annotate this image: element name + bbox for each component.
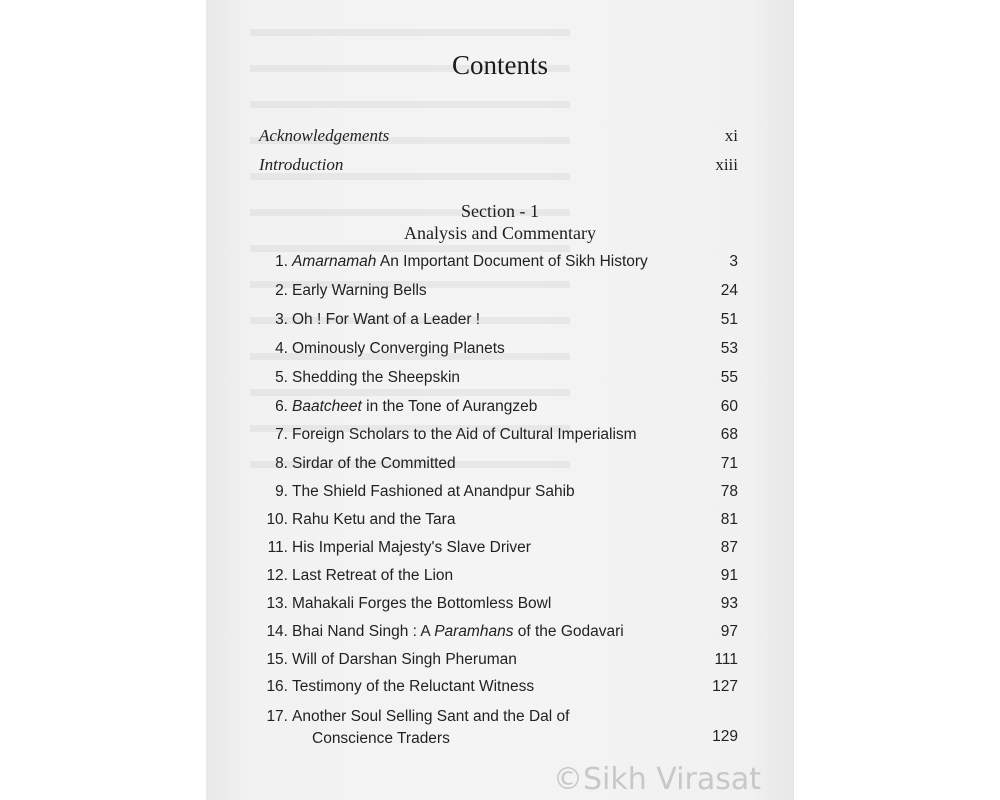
toc-entry-10	[262, 511, 738, 529]
entry-title-text: Ominously Converging Planets	[292, 340, 505, 357]
entry-title	[292, 369, 460, 387]
entry-page: 97	[720, 623, 738, 640]
entry-page: 111	[714, 651, 738, 668]
entry-number: 15.	[266, 651, 288, 668]
entry-page: xi	[724, 126, 738, 145]
entry-title-italic: Amarnamah	[292, 253, 377, 270]
entry-page: 87	[720, 539, 738, 556]
entry-page: xiii	[715, 155, 738, 174]
entry-page: 93	[720, 595, 738, 612]
entry-page: 127	[712, 678, 738, 695]
entry-title-text: An Important Document of Sikh History	[376, 253, 648, 270]
entry-number: 11.	[267, 539, 288, 556]
entry-title	[292, 426, 637, 444]
entry-title-italic: Baatcheet	[292, 398, 362, 415]
entry-number: 16.	[266, 678, 288, 695]
entry-number: 3.	[275, 311, 288, 328]
entry-number: 1.	[275, 253, 288, 270]
toc-entry-1	[262, 253, 738, 271]
toc-entry-8	[262, 455, 738, 473]
entry-label: Acknowledgements	[259, 126, 390, 145]
entry-title	[292, 311, 480, 329]
entry-page: 91	[720, 567, 738, 584]
entry-number: 4.	[275, 340, 288, 357]
entry-page: 81	[720, 511, 738, 528]
toc-entry-4	[262, 340, 738, 358]
entry-title-text: Mahakali Forges the Bottomless Bowl	[292, 595, 552, 612]
entry-title	[292, 623, 624, 641]
entry-number: 6.	[275, 398, 288, 415]
toc-entry-14	[262, 623, 738, 641]
entry-title-text: Rahu Ketu and the Tara	[292, 511, 456, 528]
entry-title-text: Oh ! For Want of a Leader !	[292, 311, 481, 328]
entry-number: 10.	[266, 511, 288, 528]
entry-title	[292, 511, 455, 529]
entry-page: 24	[720, 282, 738, 299]
entry-page: 60	[720, 398, 738, 415]
front-matter-acknowledgements	[259, 126, 738, 146]
section-subheading: Analysis and Commentary	[404, 223, 596, 243]
watermark: ©Sikh Virasat	[553, 762, 761, 797]
entry-number: 5.	[275, 369, 288, 386]
entry-title-text: Last Retreat of the Lion	[292, 567, 454, 584]
entry-page: 129	[712, 728, 738, 745]
entry-number: 8.	[275, 455, 288, 472]
entry-title	[292, 595, 551, 613]
entry-title-line2: Conscience Traders	[312, 730, 450, 747]
entry-title-text: Will of Darshan Singh Pheruman	[292, 651, 517, 668]
entry-title	[292, 455, 456, 473]
entry-number: 13.	[266, 595, 288, 612]
toc-entry-2	[262, 282, 738, 300]
entry-number: 2.	[275, 282, 288, 299]
entry-page: 55	[720, 369, 738, 386]
toc-entry-7	[262, 426, 738, 444]
entry-page: 71	[720, 455, 738, 472]
toc-entry-17	[262, 706, 738, 750]
entry-page: 78	[720, 483, 738, 500]
entry-title	[292, 678, 534, 696]
entry-title-text: Testimony of the Reluctant Witness	[292, 678, 535, 695]
entry-title	[292, 651, 517, 669]
toc-entry-16	[262, 678, 738, 696]
front-matter-introduction	[259, 155, 738, 175]
entry-title-text: of the Godavari	[513, 623, 624, 640]
entry-page: 68	[720, 426, 738, 443]
toc-entry-13	[262, 595, 738, 613]
entry-title-text: The Shield Fashioned at Anandpur Sahib	[292, 483, 575, 500]
entry-title	[292, 340, 505, 358]
entry-title-text: Shedding the Sheepskin	[292, 369, 461, 386]
toc-entry-3	[262, 311, 738, 329]
entry-title	[292, 567, 453, 585]
entry-number: 12.	[266, 567, 288, 584]
entry-label: Introduction	[259, 155, 344, 174]
entry-number: 17.	[266, 708, 288, 725]
entry-title-text: Sirdar of the Committed	[292, 455, 456, 472]
toc-entry-11	[262, 539, 738, 557]
entry-number: 9.	[275, 483, 288, 500]
toc-entry-5	[262, 369, 738, 387]
entry-title	[292, 539, 531, 557]
entry-title-text: Early Warning Bells	[292, 282, 427, 299]
entry-page: 53	[720, 340, 738, 357]
entry-page: 3	[729, 253, 738, 270]
entry-title-text: His Imperial Majesty's Slave Driver	[292, 539, 531, 556]
entry-number: 14.	[266, 623, 288, 640]
entry-title	[292, 398, 537, 416]
toc-entry-6	[262, 398, 738, 416]
toc-entry-9	[262, 483, 738, 501]
page-title: Contents	[451, 50, 548, 80]
toc-entry-12	[262, 567, 738, 585]
entry-title	[292, 483, 575, 501]
entry-title-text: in the Tone of Aurangzeb	[361, 398, 538, 415]
entry-number: 7.	[275, 426, 288, 443]
entry-title-italic: Paramhans	[434, 623, 514, 640]
entry-title-text: Foreign Scholars to the Aid of Cultural Imperialism	[292, 426, 637, 443]
entry-title-prefix: Bhai Nand Singh : A	[292, 623, 435, 640]
toc-entry-15	[262, 651, 738, 669]
section-heading: Section - 1	[461, 201, 539, 221]
entry-title	[292, 282, 427, 300]
entry-page: 51	[720, 311, 738, 328]
entry-title	[292, 253, 648, 271]
entry-title-line1: Another Soul Selling Sant and the Dal of	[292, 708, 570, 725]
